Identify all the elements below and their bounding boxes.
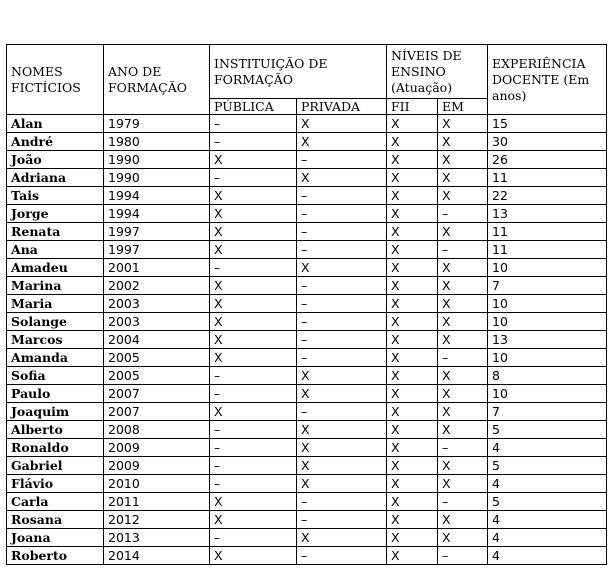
table-row bbox=[7, 385, 607, 403]
cell-experiencia: 10 bbox=[488, 313, 607, 331]
table-row bbox=[7, 349, 607, 367]
cell-publica: X bbox=[210, 313, 297, 331]
cell-em: X bbox=[438, 475, 488, 493]
table-row bbox=[7, 205, 607, 223]
cell-fii: X bbox=[387, 115, 438, 133]
cell-fii: X bbox=[387, 547, 438, 565]
cell-privada: – bbox=[297, 493, 387, 511]
cell-experiencia: 15 bbox=[488, 115, 607, 133]
cell-name: Paulo bbox=[7, 385, 104, 403]
table-row bbox=[7, 295, 607, 313]
cell-name: Maria bbox=[7, 295, 104, 313]
cell-em: X bbox=[438, 133, 488, 151]
cell-year: 2004 bbox=[104, 331, 210, 349]
cell-fii: X bbox=[387, 439, 438, 457]
cell-privada: X bbox=[297, 133, 387, 151]
cell-name: Marcos bbox=[7, 331, 104, 349]
table-row bbox=[7, 511, 607, 529]
cell-name: Joana bbox=[7, 529, 104, 547]
table-row bbox=[7, 403, 607, 421]
cell-fii: X bbox=[387, 511, 438, 529]
cell-name: Solange bbox=[7, 313, 104, 331]
cell-name: Sofia bbox=[7, 367, 104, 385]
cell-privada: – bbox=[297, 403, 387, 421]
table-row bbox=[7, 151, 607, 169]
cell-name: Tais bbox=[7, 187, 104, 205]
cell-name: Carla bbox=[7, 493, 104, 511]
cell-year: 2005 bbox=[104, 367, 210, 385]
cell-publica: – bbox=[210, 259, 297, 277]
table-row bbox=[7, 439, 607, 457]
cell-em: X bbox=[438, 421, 488, 439]
cell-name: Amadeu bbox=[7, 259, 104, 277]
cell-em: – bbox=[438, 205, 488, 223]
cell-experiencia: 22 bbox=[488, 187, 607, 205]
cell-year: 2003 bbox=[104, 313, 210, 331]
cell-fii: X bbox=[387, 205, 438, 223]
cell-fii: X bbox=[387, 367, 438, 385]
cell-privada: X bbox=[297, 475, 387, 493]
cell-publica: X bbox=[210, 295, 297, 313]
header-nomes: NOMES FICTÍCIOS bbox=[7, 45, 104, 115]
cell-publica: X bbox=[210, 511, 297, 529]
cell-experiencia: 4 bbox=[488, 475, 607, 493]
cell-publica: X bbox=[210, 547, 297, 565]
cell-experiencia: 26 bbox=[488, 151, 607, 169]
cell-year: 2009 bbox=[104, 439, 210, 457]
table-row bbox=[7, 457, 607, 475]
cell-privada: – bbox=[297, 511, 387, 529]
cell-privada: – bbox=[297, 313, 387, 331]
cell-em: X bbox=[438, 457, 488, 475]
cell-publica: – bbox=[210, 385, 297, 403]
cell-name: Alan bbox=[7, 115, 104, 133]
cell-em: – bbox=[438, 547, 488, 565]
cell-em: X bbox=[438, 169, 488, 187]
cell-year: 2007 bbox=[104, 385, 210, 403]
table-row bbox=[7, 529, 607, 547]
cell-year: 2012 bbox=[104, 511, 210, 529]
table-row bbox=[7, 313, 607, 331]
cell-year: 2014 bbox=[104, 547, 210, 565]
cell-year: 2003 bbox=[104, 295, 210, 313]
cell-publica: X bbox=[210, 493, 297, 511]
cell-year: 2002 bbox=[104, 277, 210, 295]
cell-experiencia: 13 bbox=[488, 205, 607, 223]
cell-name: Jorge bbox=[7, 205, 104, 223]
cell-experiencia: 4 bbox=[488, 529, 607, 547]
cell-fii: X bbox=[387, 403, 438, 421]
cell-privada: X bbox=[297, 457, 387, 475]
cell-publica: X bbox=[210, 277, 297, 295]
cell-fii: X bbox=[387, 421, 438, 439]
table-row bbox=[7, 367, 607, 385]
cell-privada: X bbox=[297, 115, 387, 133]
cell-privada: X bbox=[297, 421, 387, 439]
cell-experiencia: 13 bbox=[488, 331, 607, 349]
cell-em: X bbox=[438, 115, 488, 133]
cell-publica: – bbox=[210, 529, 297, 547]
cell-publica: – bbox=[210, 457, 297, 475]
cell-experiencia: 7 bbox=[488, 403, 607, 421]
cell-year: 1990 bbox=[104, 169, 210, 187]
cell-experiencia: 11 bbox=[488, 241, 607, 259]
cell-em: X bbox=[438, 385, 488, 403]
cell-experiencia: 10 bbox=[488, 259, 607, 277]
cell-fii: X bbox=[387, 295, 438, 313]
cell-fii: X bbox=[387, 277, 438, 295]
cell-year: 1994 bbox=[104, 205, 210, 223]
cell-year: 2010 bbox=[104, 475, 210, 493]
cell-fii: X bbox=[387, 313, 438, 331]
cell-year: 1994 bbox=[104, 187, 210, 205]
cell-publica: – bbox=[210, 439, 297, 457]
cell-name: João bbox=[7, 151, 104, 169]
header-instituicao: INSTITUIÇÃO DE FORMAÇÃO bbox=[210, 45, 387, 99]
header-niveis: NÍVEIS DE ENSINO (Atuação) bbox=[387, 45, 488, 99]
cell-privada: – bbox=[297, 295, 387, 313]
cell-publica: X bbox=[210, 187, 297, 205]
cell-name: Roberto bbox=[7, 547, 104, 565]
cell-em: – bbox=[438, 349, 488, 367]
cell-publica: X bbox=[210, 349, 297, 367]
cell-em: X bbox=[438, 277, 488, 295]
table-row bbox=[7, 115, 607, 133]
cell-publica: – bbox=[210, 421, 297, 439]
cell-fii: X bbox=[387, 133, 438, 151]
table-header bbox=[7, 45, 607, 115]
cell-experiencia: 10 bbox=[488, 385, 607, 403]
cell-privada: – bbox=[297, 187, 387, 205]
cell-publica: X bbox=[210, 331, 297, 349]
subheader-em: EM bbox=[438, 99, 488, 115]
cell-fii: X bbox=[387, 241, 438, 259]
cell-publica: X bbox=[210, 403, 297, 421]
cell-year: 2005 bbox=[104, 349, 210, 367]
table-row bbox=[7, 331, 607, 349]
cell-year: 2009 bbox=[104, 457, 210, 475]
cell-publica: – bbox=[210, 133, 297, 151]
cell-year: 1980 bbox=[104, 133, 210, 151]
cell-privada: – bbox=[297, 205, 387, 223]
cell-name: Ronaldo bbox=[7, 439, 104, 457]
cell-em: – bbox=[438, 439, 488, 457]
table-row bbox=[7, 223, 607, 241]
cell-fii: X bbox=[387, 331, 438, 349]
cell-fii: X bbox=[387, 529, 438, 547]
subheader-privada: PRIVADA bbox=[297, 99, 387, 115]
cell-name: Gabriel bbox=[7, 457, 104, 475]
teachers-table bbox=[6, 44, 607, 565]
cell-em: X bbox=[438, 295, 488, 313]
cell-privada: X bbox=[297, 259, 387, 277]
cell-fii: X bbox=[387, 223, 438, 241]
cell-name: Amanda bbox=[7, 349, 104, 367]
cell-year: 1979 bbox=[104, 115, 210, 133]
cell-em: X bbox=[438, 529, 488, 547]
table-row bbox=[7, 133, 607, 151]
cell-fii: X bbox=[387, 169, 438, 187]
cell-privada: – bbox=[297, 241, 387, 259]
cell-name: Renata bbox=[7, 223, 104, 241]
cell-name: Ana bbox=[7, 241, 104, 259]
cell-privada: – bbox=[297, 151, 387, 169]
cell-fii: X bbox=[387, 493, 438, 511]
cell-year: 2008 bbox=[104, 421, 210, 439]
cell-experiencia: 5 bbox=[488, 493, 607, 511]
cell-privada: X bbox=[297, 385, 387, 403]
cell-publica: – bbox=[210, 475, 297, 493]
cell-name: Rosana bbox=[7, 511, 104, 529]
subheader-publica: PÚBLICA bbox=[210, 99, 297, 115]
cell-experiencia: 7 bbox=[488, 277, 607, 295]
cell-fii: X bbox=[387, 475, 438, 493]
cell-em: X bbox=[438, 313, 488, 331]
cell-publica: X bbox=[210, 151, 297, 169]
cell-em: X bbox=[438, 331, 488, 349]
cell-fii: X bbox=[387, 151, 438, 169]
cell-publica: – bbox=[210, 115, 297, 133]
table-row bbox=[7, 241, 607, 259]
cell-experiencia: 4 bbox=[488, 439, 607, 457]
cell-experiencia: 10 bbox=[488, 295, 607, 313]
table-row bbox=[7, 277, 607, 295]
cell-fii: X bbox=[387, 259, 438, 277]
header-ano: ANO DE FORMAÇÃO bbox=[104, 45, 210, 115]
cell-privada: – bbox=[297, 331, 387, 349]
cell-privada: – bbox=[297, 547, 387, 565]
cell-publica: X bbox=[210, 205, 297, 223]
cell-em: X bbox=[438, 511, 488, 529]
cell-year: 1997 bbox=[104, 223, 210, 241]
table-row bbox=[7, 547, 607, 565]
cell-experiencia: 11 bbox=[488, 169, 607, 187]
table-body bbox=[7, 115, 607, 565]
table-row bbox=[7, 259, 607, 277]
cell-privada: X bbox=[297, 169, 387, 187]
cell-year: 1990 bbox=[104, 151, 210, 169]
cell-privada: – bbox=[297, 349, 387, 367]
cell-em: X bbox=[438, 151, 488, 169]
cell-privada: – bbox=[297, 223, 387, 241]
cell-em: X bbox=[438, 223, 488, 241]
cell-name: André bbox=[7, 133, 104, 151]
cell-publica: – bbox=[210, 169, 297, 187]
cell-experiencia: 30 bbox=[488, 133, 607, 151]
cell-em: – bbox=[438, 493, 488, 511]
cell-publica: – bbox=[210, 367, 297, 385]
cell-privada: – bbox=[297, 277, 387, 295]
cell-em: X bbox=[438, 187, 488, 205]
cell-publica: X bbox=[210, 241, 297, 259]
cell-experiencia: 8 bbox=[488, 367, 607, 385]
cell-fii: X bbox=[387, 349, 438, 367]
cell-em: X bbox=[438, 367, 488, 385]
cell-em: – bbox=[438, 241, 488, 259]
subheader-fii: FII bbox=[387, 99, 438, 115]
cell-experiencia: 10 bbox=[488, 349, 607, 367]
table-row bbox=[7, 169, 607, 187]
cell-em: X bbox=[438, 259, 488, 277]
cell-privada: X bbox=[297, 439, 387, 457]
cell-publica: X bbox=[210, 223, 297, 241]
table-row bbox=[7, 421, 607, 439]
cell-name: Flávio bbox=[7, 475, 104, 493]
cell-experiencia: 11 bbox=[488, 223, 607, 241]
cell-experiencia: 5 bbox=[488, 457, 607, 475]
cell-fii: X bbox=[387, 457, 438, 475]
cell-year: 2001 bbox=[104, 259, 210, 277]
cell-year: 2013 bbox=[104, 529, 210, 547]
table-row bbox=[7, 493, 607, 511]
cell-year: 2011 bbox=[104, 493, 210, 511]
cell-name: Marina bbox=[7, 277, 104, 295]
cell-fii: X bbox=[387, 385, 438, 403]
cell-experiencia: 4 bbox=[488, 511, 607, 529]
cell-em: X bbox=[438, 403, 488, 421]
cell-privada: X bbox=[297, 367, 387, 385]
table-row bbox=[7, 187, 607, 205]
cell-year: 1997 bbox=[104, 241, 210, 259]
cell-name: Alberto bbox=[7, 421, 104, 439]
cell-year: 2007 bbox=[104, 403, 210, 421]
cell-privada: X bbox=[297, 529, 387, 547]
table-row bbox=[7, 475, 607, 493]
cell-fii: X bbox=[387, 187, 438, 205]
cell-name: Adriana bbox=[7, 169, 104, 187]
cell-experiencia: 5 bbox=[488, 421, 607, 439]
header-experiencia: EXPERIÊNCIA DOCENTE (Em anos) bbox=[488, 45, 607, 115]
cell-experiencia: 4 bbox=[488, 547, 607, 565]
cell-name: Joaquim bbox=[7, 403, 104, 421]
